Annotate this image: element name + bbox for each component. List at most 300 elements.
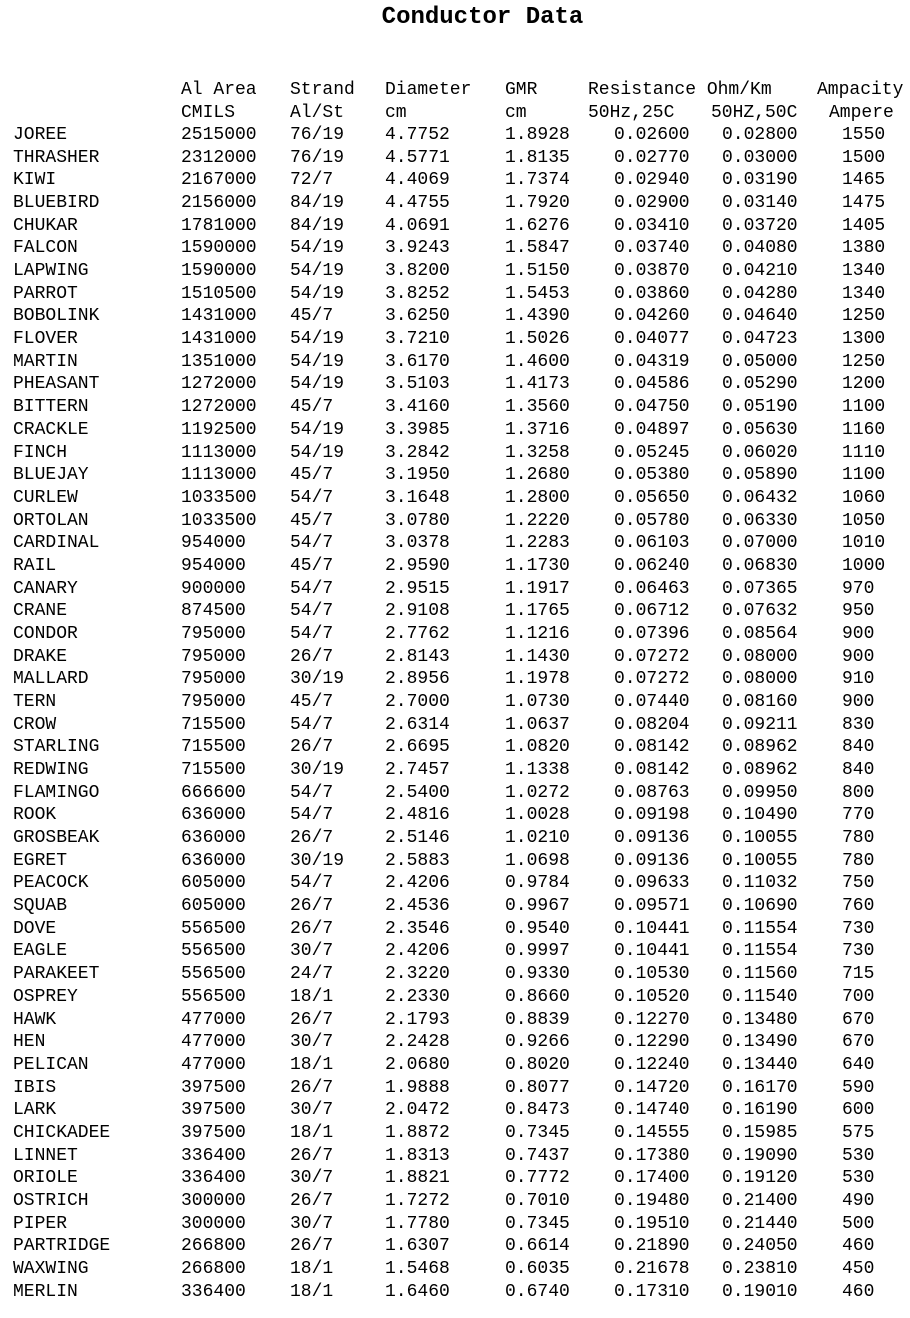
ampacity-cell: 840 [842,737,875,758]
gmr-cell: 0.9784 [505,873,570,894]
al-area-cell: 1431000 [181,329,257,350]
column-subheader: 50Hz,25C [588,103,675,123]
gmr-cell: 0.9967 [505,896,570,917]
diameter-cell: 2.9590 [385,555,450,576]
gmr-cell: 1.2220 [505,510,570,531]
conductor-name: STARLING [13,737,100,758]
diameter-cell: 2.3220 [385,964,450,985]
resistance-50c-cell: 0.08962 [722,737,798,758]
al-area-cell: 715500 [181,737,246,758]
conductor-name: IBIS [13,1077,57,1098]
gmr-cell: 1.2800 [505,487,570,508]
resistance-50c-cell: 0.09211 [722,714,798,735]
diameter-cell: 1.7272 [385,1190,450,1211]
al-area-cell: 300000 [181,1190,246,1211]
resistance-25c-cell: 0.04077 [614,329,690,350]
ampacity-cell: 1160 [842,419,886,440]
resistance-25c-cell: 0.09571 [614,896,690,917]
diameter-cell: 4.7752 [385,125,450,145]
diameter-cell: 1.8313 [385,1145,450,1166]
resistance-50c-cell: 0.08160 [722,692,798,712]
conductor-name: PHEASANT [13,374,100,395]
resistance-50c-cell: 0.05290 [722,374,798,395]
resistance-50c-cell: 0.19120 [722,1168,798,1189]
diameter-cell: 4.4755 [385,193,450,214]
ampacity-cell: 750 [842,873,875,894]
conductor-name: PELICAN [13,1054,89,1075]
gmr-cell: 1.1765 [505,601,570,622]
resistance-50c-cell: 0.03720 [722,215,798,236]
al-area-cell: 636000 [181,805,246,826]
strand-cell: 26/7 [290,1236,334,1257]
ampacity-cell: 780 [842,850,875,871]
resistance-25c-cell: 0.04319 [614,351,690,372]
ampacity-cell: 1100 [842,465,886,486]
al-area-cell: 795000 [181,623,246,644]
resistance-50c-cell: 0.05190 [722,397,798,418]
strand-cell: 30/7 [290,1100,334,1121]
resistance-50c-cell: 0.21400 [722,1190,798,1211]
diameter-cell: 3.1648 [385,487,450,508]
resistance-25c-cell: 0.02940 [614,170,690,191]
ampacity-cell: 1200 [842,374,886,395]
al-area-cell: 954000 [181,555,246,576]
resistance-25c-cell: 0.02900 [614,193,690,214]
gmr-cell: 0.7345 [505,1122,570,1143]
resistance-25c-cell: 0.14555 [614,1122,690,1143]
resistance-50c-cell: 0.11032 [722,873,798,894]
resistance-25c-cell: 0.02600 [614,125,690,145]
ampacity-cell: 770 [842,805,875,826]
resistance-50c-cell: 0.06830 [722,555,798,576]
gmr-cell: 1.1917 [505,578,570,599]
al-area-cell: 874500 [181,601,246,622]
resistance-25c-cell: 0.10520 [614,986,690,1007]
conductor-name: BLUEJAY [13,465,89,486]
resistance-25c-cell: 0.14740 [614,1100,690,1121]
resistance-25c-cell: 0.04586 [614,374,690,395]
al-area-cell: 1113000 [181,465,257,486]
ampacity-cell: 900 [842,623,875,644]
gmr-cell: 1.1430 [505,646,570,667]
al-area-cell: 666600 [181,782,246,803]
strand-cell: 54/19 [290,283,345,304]
conductor-name: BLUEBIRD [13,193,100,214]
resistance-50c-cell: 0.11560 [722,964,798,985]
resistance-25c-cell: 0.21678 [614,1259,690,1279]
resistance-25c-cell: 0.07272 [614,646,690,667]
gmr-cell: 0.9540 [505,918,570,939]
ampacity-cell: 450 [842,1259,875,1279]
resistance-25c-cell: 0.14720 [614,1077,690,1098]
resistance-50c-cell: 0.11540 [722,986,798,1007]
strand-cell: 45/7 [290,555,334,576]
ampacity-cell: 1060 [842,487,886,508]
strand-cell: 54/19 [290,351,345,372]
ampacity-cell: 1500 [842,147,886,168]
ampacity-cell: 900 [842,646,875,667]
page-title: Conductor Data [381,4,584,31]
diameter-cell: 2.4206 [385,873,450,894]
resistance-25c-cell: 0.10530 [614,964,690,985]
strand-cell: 84/19 [290,215,345,236]
ampacity-cell: 830 [842,714,875,735]
strand-cell: 54/7 [290,578,334,599]
gmr-cell: 0.8660 [505,986,570,1007]
resistance-25c-cell: 0.09136 [614,850,690,871]
al-area-cell: 336400 [181,1145,246,1166]
ampacity-cell: 460 [842,1281,875,1302]
diameter-cell: 1.8821 [385,1168,450,1189]
strand-cell: 26/7 [290,918,334,939]
conductor-name: FLAMINGO [13,782,100,803]
strand-cell: 26/7 [290,1077,334,1098]
column-header: Diameter [385,80,472,100]
strand-cell: 26/7 [290,737,334,758]
resistance-25c-cell: 0.09633 [614,873,690,894]
ampacity-cell: 700 [842,986,875,1007]
al-area-cell: 636000 [181,850,246,871]
al-area-cell: 556500 [181,986,246,1007]
conductor-name: CHICKADEE [13,1122,111,1143]
diameter-cell: 1.6307 [385,1236,450,1257]
resistance-25c-cell: 0.21890 [614,1236,690,1257]
resistance-25c-cell: 0.17380 [614,1145,690,1166]
resistance-25c-cell: 0.06463 [614,578,690,599]
column-subheader: 50HZ,50C [711,103,798,123]
resistance-50c-cell: 0.19010 [722,1281,798,1302]
strand-cell: 54/7 [290,623,334,644]
conductor-name: REDWING [13,760,89,781]
ampacity-cell: 530 [842,1168,875,1189]
column-subheader: cm [505,103,527,123]
al-area-cell: 1590000 [181,238,257,259]
al-area-cell: 1510500 [181,283,257,304]
resistance-25c-cell: 0.05650 [614,487,690,508]
diameter-cell: 1.8872 [385,1122,450,1143]
conductor-name: EAGLE [13,941,68,962]
column-subheader: CMILS [181,103,236,123]
gmr-cell: 1.4173 [505,374,570,395]
resistance-50c-cell: 0.08564 [722,623,798,644]
ampacity-cell: 715 [842,964,875,985]
resistance-50c-cell: 0.15985 [722,1122,798,1143]
al-area-cell: 1351000 [181,351,257,372]
diameter-cell: 2.7000 [385,692,450,712]
al-area-cell: 636000 [181,828,246,849]
diameter-cell: 3.4160 [385,397,450,418]
ampacity-cell: 1250 [842,306,886,327]
resistance-25c-cell: 0.08204 [614,714,690,735]
al-area-cell: 556500 [181,964,246,985]
gmr-cell: 0.9997 [505,941,570,962]
diameter-cell: 2.9515 [385,578,450,599]
diameter-cell: 2.5146 [385,828,450,849]
resistance-25c-cell: 0.17310 [614,1281,690,1302]
gmr-cell: 1.1216 [505,623,570,644]
al-area-cell: 900000 [181,578,246,599]
gmr-cell: 1.7920 [505,193,570,214]
resistance-25c-cell: 0.07396 [614,623,690,644]
al-area-cell: 605000 [181,896,246,917]
gmr-cell: 1.1730 [505,555,570,576]
strand-cell: 54/19 [290,374,345,395]
strand-cell: 30/19 [290,850,345,871]
ampacity-cell: 1250 [842,351,886,372]
resistance-25c-cell: 0.10441 [614,941,690,962]
gmr-cell: 0.8020 [505,1054,570,1075]
al-area-cell: 715500 [181,760,246,781]
resistance-50c-cell: 0.02800 [722,125,798,145]
conductor-name: THRASHER [13,147,100,168]
al-area-cell: 795000 [181,669,246,690]
resistance-50c-cell: 0.05000 [722,351,798,372]
gmr-cell: 1.0028 [505,805,570,826]
al-area-cell: 1033500 [181,510,257,531]
conductor-name: CRACKLE [13,419,89,440]
resistance-25c-cell: 0.03860 [614,283,690,304]
resistance-25c-cell: 0.05380 [614,465,690,486]
gmr-cell: 1.4390 [505,306,570,327]
al-area-cell: 1272000 [181,374,257,395]
resistance-50c-cell: 0.10055 [722,828,798,849]
al-area-cell: 1113000 [181,442,257,463]
gmr-cell: 1.8135 [505,147,570,168]
resistance-50c-cell: 0.04280 [722,283,798,304]
ampacity-cell: 670 [842,1032,875,1053]
resistance-50c-cell: 0.21440 [722,1213,798,1234]
strand-cell: 26/7 [290,646,334,667]
ampacity-cell: 1340 [842,283,886,304]
al-area-cell: 397500 [181,1100,246,1121]
strand-cell: 30/7 [290,1213,334,1234]
ampacity-cell: 730 [842,941,875,962]
resistance-50c-cell: 0.13440 [722,1054,798,1075]
conductor-name: PARAKEET [13,964,100,985]
resistance-25c-cell: 0.04897 [614,419,690,440]
al-area-cell: 397500 [181,1122,246,1143]
column-subheader: Ampere [829,103,894,123]
conductor-name: HAWK [13,1009,57,1030]
gmr-cell: 1.0637 [505,714,570,735]
diameter-cell: 2.5400 [385,782,450,803]
diameter-cell: 2.2428 [385,1032,450,1053]
conductor-name: CONDOR [13,623,78,644]
conductor-name: CRANE [13,601,68,622]
diameter-cell: 3.7210 [385,329,450,350]
diameter-cell: 3.2842 [385,442,450,463]
diameter-cell: 2.1793 [385,1009,450,1030]
conductor-name: FINCH [13,442,68,463]
strand-cell: 30/19 [290,669,345,690]
gmr-cell: 1.3258 [505,442,570,463]
al-area-cell: 397500 [181,1077,246,1098]
resistance-25c-cell: 0.02770 [614,147,690,168]
al-area-cell: 1033500 [181,487,257,508]
resistance-25c-cell: 0.08142 [614,737,690,758]
strand-cell: 26/7 [290,1009,334,1030]
strand-cell: 54/7 [290,487,334,508]
al-area-cell: 2156000 [181,193,257,214]
gmr-cell: 0.7437 [505,1145,570,1166]
conductor-name: LARK [13,1100,57,1121]
diameter-cell: 3.5103 [385,374,450,395]
conductor-name: MARTIN [13,351,78,372]
gmr-cell: 0.6035 [505,1259,570,1279]
strand-cell: 18/1 [290,986,334,1007]
gmr-cell: 1.0730 [505,692,570,712]
diameter-cell: 1.7780 [385,1213,450,1234]
diameter-cell: 2.7457 [385,760,450,781]
al-area-cell: 336400 [181,1281,246,1302]
strand-cell: 54/7 [290,873,334,894]
resistance-25c-cell: 0.09136 [614,828,690,849]
strand-cell: 54/7 [290,714,334,735]
conductor-name: GROSBEAK [13,828,100,849]
strand-cell: 18/1 [290,1259,334,1279]
gmr-cell: 0.8077 [505,1077,570,1098]
diameter-cell: 3.6250 [385,306,450,327]
diameter-cell: 2.6695 [385,737,450,758]
resistance-25c-cell: 0.03740 [614,238,690,259]
al-area-cell: 266800 [181,1236,246,1257]
resistance-50c-cell: 0.10055 [722,850,798,871]
diameter-cell: 2.3546 [385,918,450,939]
conductor-name: LINNET [13,1145,78,1166]
conductor-name: ORTOLAN [13,510,89,531]
conductor-name: ORIOLE [13,1168,78,1189]
conductor-name: PEACOCK [13,873,89,894]
gmr-cell: 1.6276 [505,215,570,236]
diameter-cell: 3.0378 [385,533,450,554]
ampacity-cell: 840 [842,760,875,781]
column-header: Al Area [181,80,257,100]
diameter-cell: 2.9108 [385,601,450,622]
resistance-25c-cell: 0.19510 [614,1213,690,1234]
diameter-cell: 4.4069 [385,170,450,191]
diameter-cell: 3.0780 [385,510,450,531]
resistance-50c-cell: 0.03140 [722,193,798,214]
diameter-cell: 4.0691 [385,215,450,236]
strand-cell: 18/1 [290,1054,334,1075]
strand-cell: 26/7 [290,1190,334,1211]
resistance-25c-cell: 0.07440 [614,692,690,712]
diameter-cell: 3.1950 [385,465,450,486]
diameter-cell: 1.9888 [385,1077,450,1098]
conductor-name: PARROT [13,283,78,304]
strand-cell: 26/7 [290,1145,334,1166]
al-area-cell: 300000 [181,1213,246,1234]
al-area-cell: 477000 [181,1054,246,1075]
ampacity-cell: 950 [842,601,875,622]
conductor-name: CROW [13,714,57,735]
ampacity-cell: 1050 [842,510,886,531]
column-header: Resistance Ohm/Km [588,80,772,100]
resistance-50c-cell: 0.07000 [722,533,798,554]
conductor-name: BOBOLINK [13,306,100,327]
al-area-cell: 715500 [181,714,246,735]
gmr-cell: 1.0272 [505,782,570,803]
al-area-cell: 1590000 [181,261,257,282]
conductor-name: DOVE [13,918,57,939]
strand-cell: 26/7 [290,896,334,917]
ampacity-cell: 530 [842,1145,875,1166]
resistance-25c-cell: 0.17400 [614,1168,690,1189]
resistance-50c-cell: 0.06020 [722,442,798,463]
conductor-name: JOREE [13,125,68,145]
ampacity-cell: 1000 [842,555,886,576]
conductor-name: BITTERN [13,397,89,418]
conductor-name: KIWI [13,170,57,191]
gmr-cell: 1.5847 [505,238,570,259]
strand-cell: 54/7 [290,533,334,554]
diameter-cell: 3.8200 [385,261,450,282]
ampacity-cell: 1110 [842,442,886,463]
ampacity-cell: 1405 [842,215,886,236]
al-area-cell: 954000 [181,533,246,554]
resistance-50c-cell: 0.16190 [722,1100,798,1121]
al-area-cell: 1781000 [181,215,257,236]
strand-cell: 45/7 [290,306,334,327]
resistance-25c-cell: 0.05780 [614,510,690,531]
conductor-name: MALLARD [13,669,89,690]
gmr-cell: 1.3716 [505,419,570,440]
conductor-name: EGRET [13,850,68,871]
ampacity-cell: 1340 [842,261,886,282]
gmr-cell: 0.7772 [505,1168,570,1189]
resistance-50c-cell: 0.07632 [722,601,798,622]
column-subheader: cm [385,103,407,123]
column-header: Strand [290,80,355,100]
al-area-cell: 477000 [181,1009,246,1030]
resistance-25c-cell: 0.12290 [614,1032,690,1053]
column-subheader: Al/St [290,103,345,123]
strand-cell: 54/7 [290,805,334,826]
gmr-cell: 1.8928 [505,125,570,145]
conductor-name: HEN [13,1032,46,1053]
gmr-cell: 1.7374 [505,170,570,191]
gmr-cell: 0.7010 [505,1190,570,1211]
ampacity-cell: 590 [842,1077,875,1098]
resistance-50c-cell: 0.03190 [722,170,798,191]
gmr-cell: 1.5150 [505,261,570,282]
al-area-cell: 2515000 [181,125,257,145]
ampacity-cell: 910 [842,669,875,690]
ampacity-cell: 1465 [842,170,886,191]
resistance-50c-cell: 0.04210 [722,261,798,282]
strand-cell: 30/7 [290,1032,334,1053]
diameter-cell: 3.8252 [385,283,450,304]
al-area-cell: 556500 [181,941,246,962]
conductor-name: PARTRIDGE [13,1236,111,1257]
resistance-50c-cell: 0.13480 [722,1009,798,1030]
ampacity-cell: 1550 [842,125,886,145]
strand-cell: 54/19 [290,238,345,259]
gmr-cell: 0.6614 [505,1236,570,1257]
diameter-cell: 2.8143 [385,646,450,667]
ampacity-cell: 490 [842,1190,875,1211]
gmr-cell: 1.0698 [505,850,570,871]
conductor-name: RAIL [13,555,57,576]
resistance-50c-cell: 0.04723 [722,329,798,350]
diameter-cell: 2.2330 [385,986,450,1007]
diameter-cell: 2.5883 [385,850,450,871]
resistance-50c-cell: 0.16170 [722,1077,798,1098]
conductor-name: SQUAB [13,896,68,917]
resistance-25c-cell: 0.07272 [614,669,690,690]
diameter-cell: 1.5468 [385,1259,450,1279]
strand-cell: 26/7 [290,828,334,849]
